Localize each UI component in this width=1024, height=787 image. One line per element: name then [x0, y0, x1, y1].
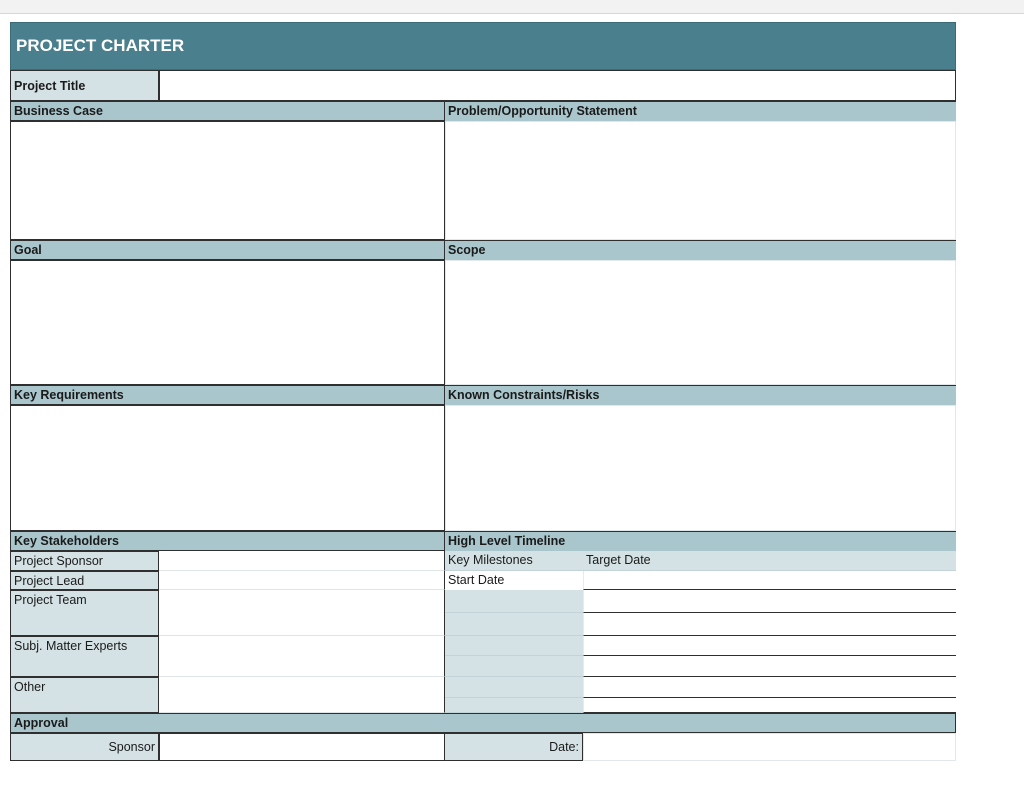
- known-constraints-header: Known Constraints/Risks: [445, 385, 956, 405]
- project-charter-sheet: [10, 22, 956, 762]
- key-requirements-field[interactable]: [10, 405, 445, 531]
- project-title-label: Project Title: [10, 70, 159, 101]
- target-date-label: Target Date: [583, 551, 956, 571]
- key-stakeholders-header: Key Stakeholders: [10, 531, 445, 551]
- milestone-5[interactable]: [445, 677, 583, 698]
- project-lead-input[interactable]: [159, 571, 445, 590]
- other-stakeholders-label: Other: [10, 677, 159, 713]
- project-lead-label: Project Lead: [10, 571, 159, 590]
- project-sponsor-label: Project Sponsor: [10, 551, 159, 571]
- goal-header: Goal: [10, 240, 445, 260]
- goal-field[interactable]: [10, 260, 445, 385]
- milestone-5-target[interactable]: [583, 677, 956, 698]
- scope-field[interactable]: [445, 260, 956, 385]
- other-stakeholders-input[interactable]: [159, 677, 445, 713]
- milestone-3-target[interactable]: [583, 636, 956, 656]
- approval-sponsor-input[interactable]: [159, 733, 445, 761]
- problem-statement-field[interactable]: [445, 121, 956, 240]
- problem-statement-header: Problem/Opportunity Statement: [445, 101, 956, 121]
- approval-sponsor-label: Sponsor: [10, 733, 159, 761]
- milestone-1-target[interactable]: [583, 590, 956, 613]
- page-title: PROJECT CHARTER: [10, 22, 956, 70]
- business-case-field[interactable]: [10, 121, 445, 240]
- milestone-6[interactable]: [445, 698, 583, 713]
- project-sponsor-input[interactable]: [159, 551, 445, 571]
- approval-header: Approval: [10, 713, 956, 733]
- high-level-timeline-header: High Level Timeline: [445, 531, 956, 551]
- milestone-1[interactable]: [445, 590, 583, 613]
- milestone-2[interactable]: [445, 613, 583, 636]
- project-team-input[interactable]: [159, 590, 445, 636]
- subject-matter-experts-input[interactable]: [159, 636, 445, 677]
- milestone-2-target[interactable]: [583, 613, 956, 636]
- project-title-input[interactable]: [159, 70, 956, 101]
- start-date-target[interactable]: [583, 571, 956, 590]
- browser-top-bar: [0, 0, 1024, 14]
- approval-date-label: Date:: [445, 733, 583, 761]
- milestone-6-target[interactable]: [583, 698, 956, 713]
- key-requirements-header: Key Requirements: [10, 385, 445, 405]
- milestone-3[interactable]: [445, 636, 583, 656]
- key-milestones-label: Key Milestones: [445, 551, 583, 571]
- known-constraints-field[interactable]: [445, 405, 956, 531]
- project-team-label: Project Team: [10, 590, 159, 636]
- subject-matter-experts-label: Subj. Matter Experts: [10, 636, 159, 677]
- business-case-header: Business Case: [10, 101, 445, 121]
- scope-header: Scope: [445, 240, 956, 260]
- milestone-4[interactable]: [445, 656, 583, 677]
- start-date-label: Start Date: [445, 571, 583, 590]
- approval-date-input[interactable]: [583, 733, 956, 761]
- milestone-4-target[interactable]: [583, 656, 956, 677]
